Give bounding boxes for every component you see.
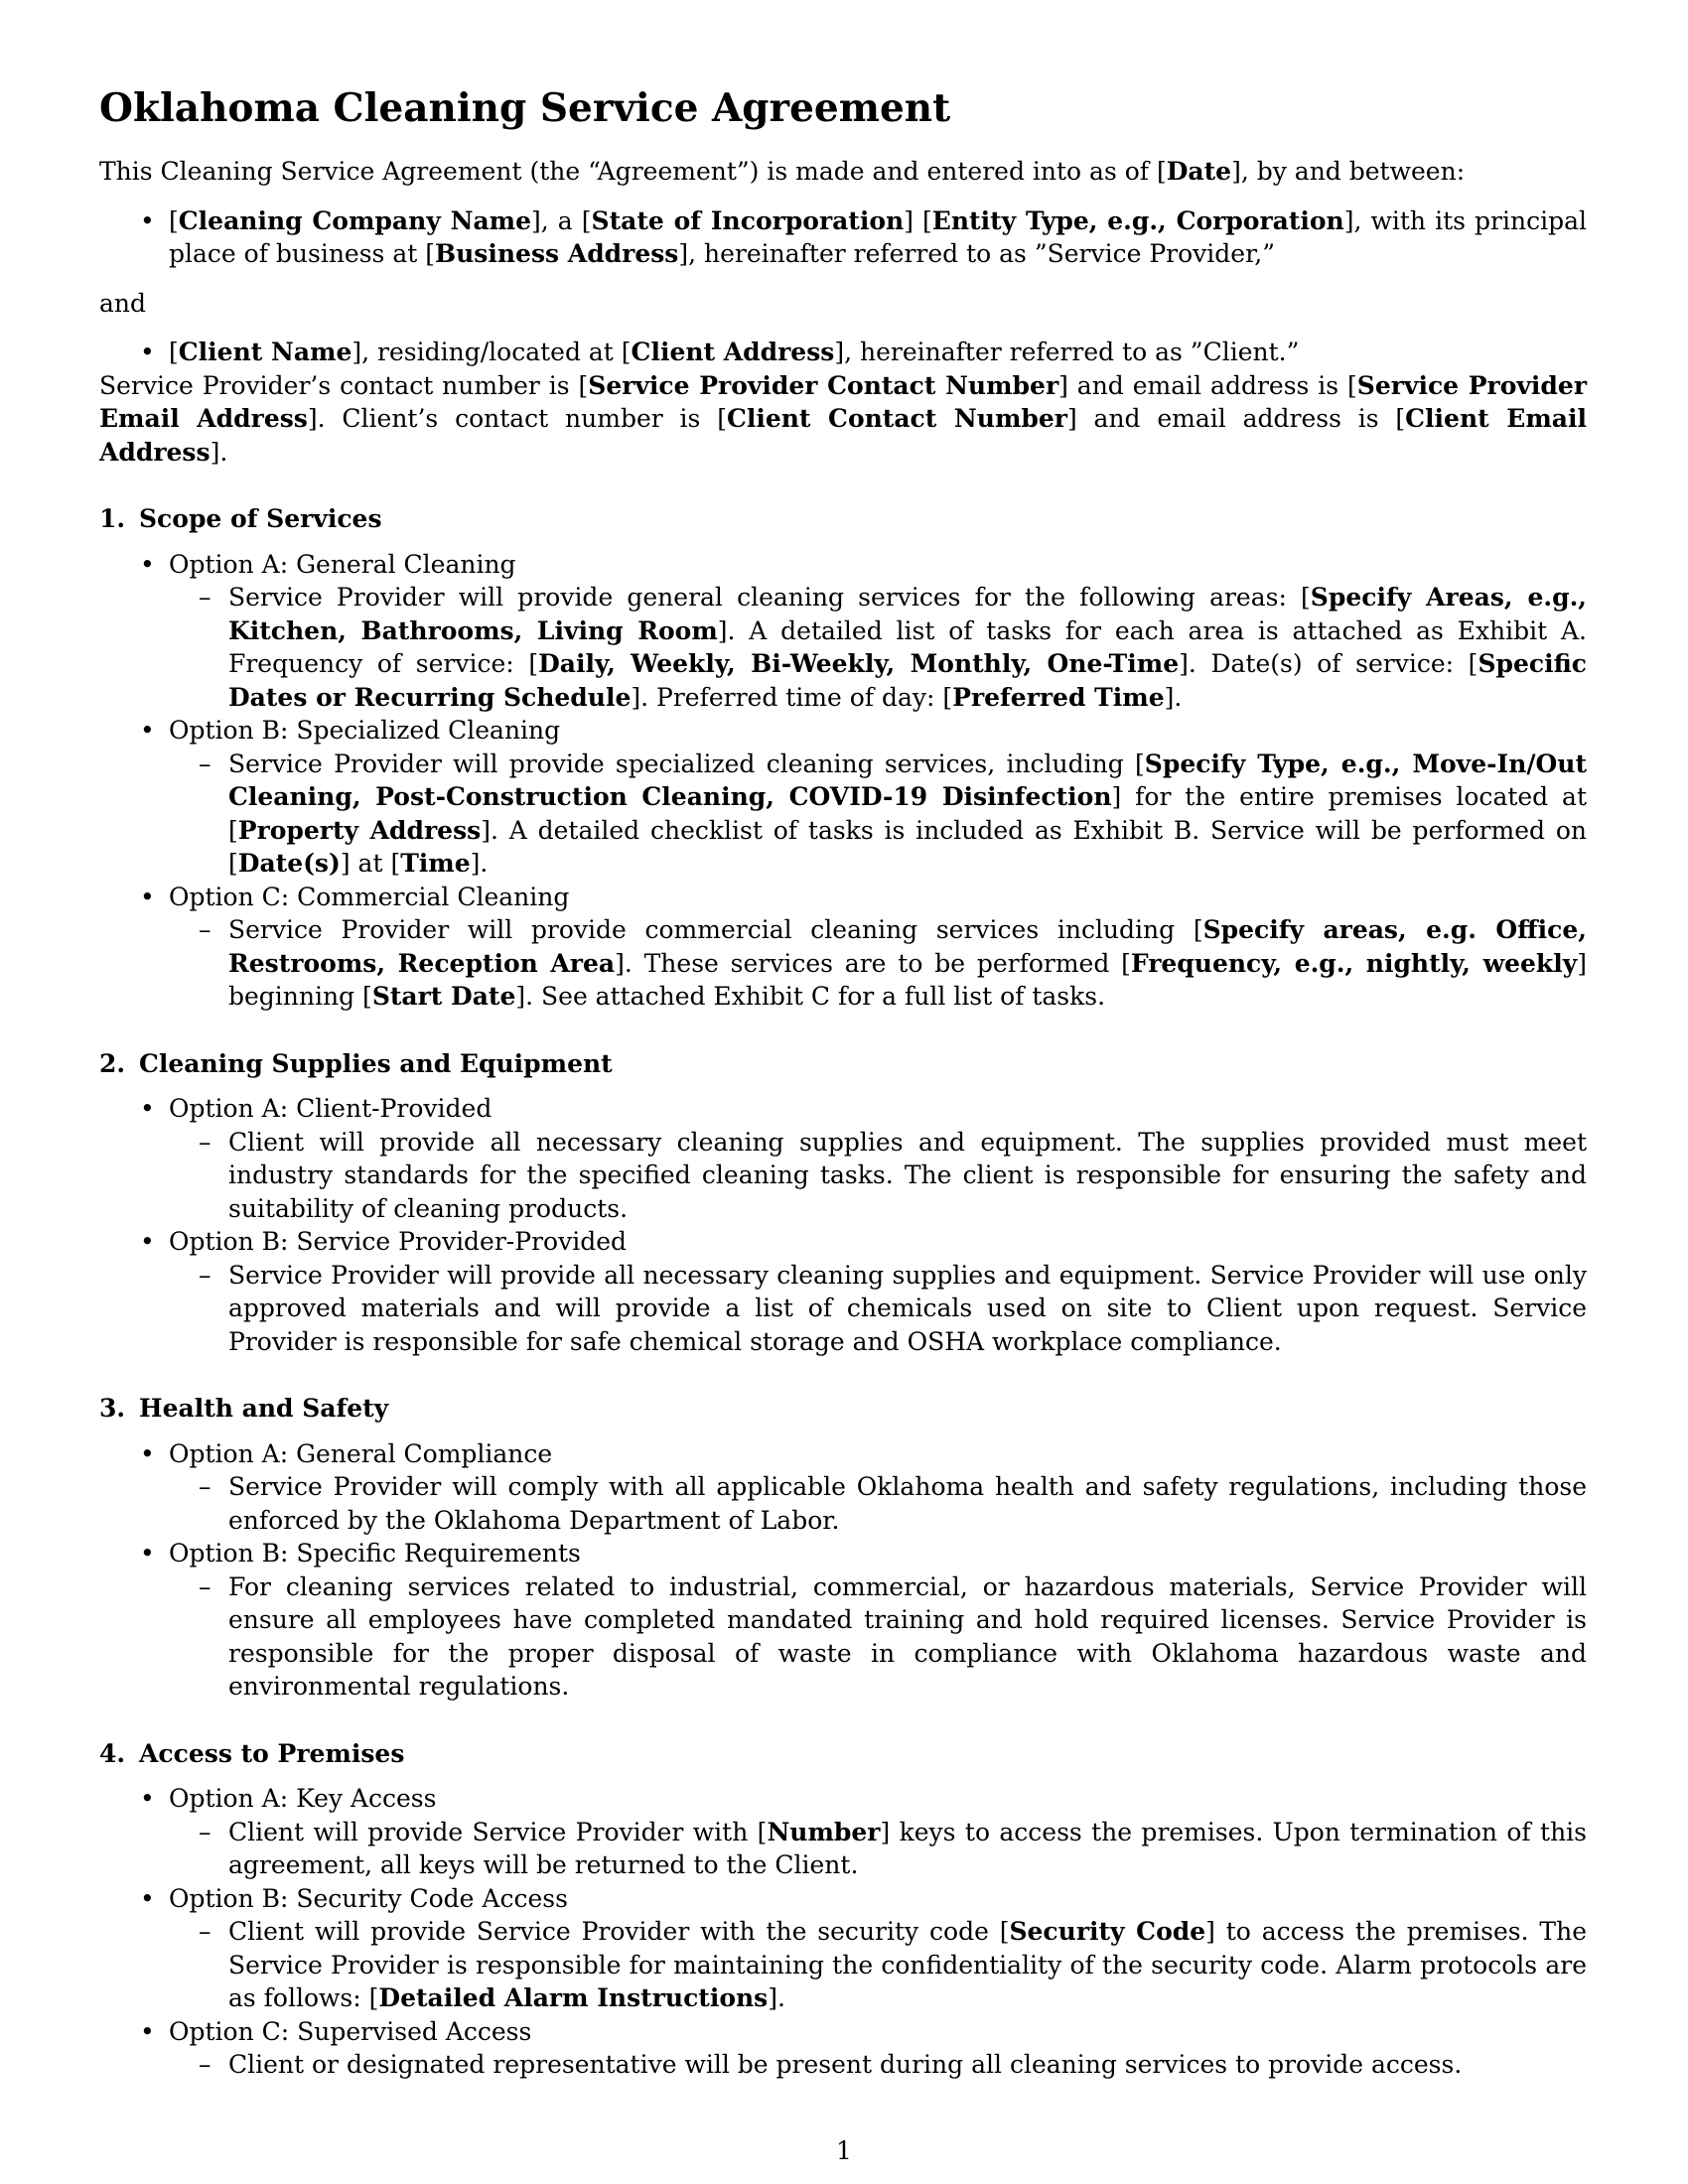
option-detail: – For cleaning services related to industrial, commercial, or hazardous materials, Service Provider will ensure all employees have completed mandated training and hold required licenses. Service Provider is responsible for the proper disposal of waste in compliance with Oklahoma hazardous waste and environmental regulations. <box>169 1570 1587 1704</box>
placeholder-commercial-frequency: Frequency, e.g., nightly, weekly <box>1130 948 1578 978</box>
contact-text: Service Provider’s contact number is [ <box>99 370 589 400</box>
section-title: Cleaning Supplies and Equipment <box>139 1048 613 1078</box>
option-detail-list <box>169 913 1587 1014</box>
placeholder-client-name: Client Name <box>178 338 352 366</box>
clause-text: ] to access the premises. The Service Provider is responsible for maintaining the confidentiality of the security code. Alarm protocols are as follows: [ <box>228 1917 1587 2012</box>
option-label: Option A: General Cleaning <box>169 549 516 579</box>
option-detail <box>169 581 1587 714</box>
placeholder-property-address: Property Address <box>237 815 482 845</box>
section-health-and-safety <box>99 1392 1587 1704</box>
placeholder-areas: Specify Areas, e.g., Kitchen, Bathrooms, Living Room <box>228 583 1587 645</box>
document-title: Oklahoma Cleaning Service Agreement <box>99 85 951 131</box>
contact-text: ] and email address is [ <box>1058 370 1357 400</box>
page-number: 1 <box>836 2136 852 2165</box>
clause-text: ]. <box>768 1983 785 2012</box>
section-number: 3. <box>99 1394 126 1423</box>
section-title: Scope of Services <box>139 504 382 533</box>
clause-text: ]. <box>470 849 489 878</box>
clause-text: ]. Preferred time of day: [ <box>631 682 953 712</box>
section-number: 1. <box>99 504 126 533</box>
section-heading <box>99 502 1587 536</box>
option-label: Option A: General Compliance <box>169 1438 553 1468</box>
placeholder-key-number: Number <box>767 1817 881 1846</box>
placeholder-cleaning-type: Specify Type, e.g., Move-In/Out Cleaning, Post-Construction Cleaning, COVID-19 Disinfection <box>228 749 1587 811</box>
section-title: Access to Premises <box>139 1738 405 1768</box>
clause-text: Service Provider will provide commercial cleaning services including [ <box>228 915 1203 944</box>
placeholder-client-address: Client Address <box>631 338 835 366</box>
option-item <box>99 714 1587 881</box>
clause-text: ]. <box>1164 682 1183 712</box>
section-heading <box>99 1737 1587 1771</box>
clause-text: ]. A detailed list of tasks for each area is attached as Exhibit A. Frequency of service: [ <box>228 615 1587 678</box>
bracket-text: [ <box>169 338 179 366</box>
party-text: ], residing/located at [ <box>352 338 632 366</box>
option-detail <box>169 748 1587 881</box>
option-item <box>99 548 1587 715</box>
option-detail: – Client or designated representative will be present during all cleaning services to provide access. <box>169 2048 1587 2082</box>
intro-text: ], by and between: <box>1231 157 1466 186</box>
clause-text: ] for the entire premises located at [ <box>228 782 1588 845</box>
placeholder-client-number: Client Contact Number <box>726 404 1067 433</box>
placeholder-client-email: Client Email Address <box>99 404 1587 467</box>
party-text: ], hereinafter referred to as ”Client.” <box>834 338 1300 366</box>
bracket-text: [ <box>169 205 179 235</box>
party-text: ], hereinafter referred to as ”Service Provider,” <box>678 239 1276 268</box>
option-detail-list <box>169 581 1587 714</box>
placeholder-dates: Specific Dates or Recurring Schedule <box>228 649 1587 712</box>
placeholder-time: Time <box>400 849 471 878</box>
option-detail: – Service Provider will provide all necessary cleaning supplies and equipment. Service Provider will use only approved materials and will provide a list of chemicals used on site to Client upon request. Service Provider is responsible for safe chemical storage and OSHA workplace compliance. <box>169 1259 1587 1359</box>
section-cleaning-supplies <box>99 1047 1587 1359</box>
option-label: Option C: Supervised Access <box>169 2016 532 2046</box>
placeholder-entity-type: Entity Type, e.g., Corporation <box>931 205 1344 235</box>
document-page <box>99 83 1587 2082</box>
clause-text: Client will provide Service Provider with [ <box>228 1817 768 1846</box>
option-item <box>99 1437 1587 1538</box>
option-list <box>99 1437 1587 1704</box>
section-number: 4. <box>99 1738 126 1768</box>
contact-text: ] and email address is [ <box>1066 404 1406 433</box>
clause-text: ] at [ <box>340 849 401 878</box>
party-text: ], with its principal place of business at [ <box>169 205 1587 268</box>
clause-text: Service Provider will provide specialized cleaning services, including [ <box>228 749 1145 778</box>
party-provider-item <box>99 205 1587 271</box>
section-number: 2. <box>99 1048 126 1078</box>
option-list <box>99 548 1587 1014</box>
option-detail-list <box>169 1470 1587 1537</box>
contact-text: ]. <box>210 437 228 467</box>
clause-text: ]. See attached Exhibit C for a full list of tasks. <box>515 982 1106 1011</box>
option-item <box>99 2015 1587 2082</box>
placeholder-alarm-instructions: Detailed Alarm Instructions <box>378 1983 769 2012</box>
clause-text: ] keys to access the premises. Upon termination of this agreement, all keys will be returned to the Client. <box>228 1817 1588 1879</box>
option-detail-list <box>169 1570 1587 1704</box>
option-label: Option A: Client-Provided <box>169 1094 492 1123</box>
clause-text: ]. A detailed checklist of tasks is included as Exhibit B. Service will be performed on [ <box>228 815 1587 878</box>
option-detail-list <box>169 2048 1587 2082</box>
option-detail-list <box>169 1915 1587 2015</box>
option-label: Option A: Key Access <box>169 1784 437 1813</box>
clause-text: ]. Date(s) of service: [ <box>1179 649 1478 678</box>
placeholder-date: Date <box>1166 157 1232 186</box>
intro-text: This Cleaning Service Agreement (the “Agreement”) is made and entered into as of [ <box>99 157 1167 186</box>
section-title: Health and Safety <box>139 1394 389 1423</box>
option-detail-list <box>169 1816 1587 1882</box>
section-heading <box>99 1047 1587 1081</box>
placeholder-security-code: Security Code <box>1009 1917 1206 1946</box>
party-list-client <box>99 336 1587 369</box>
section-scope-of-services <box>99 502 1587 1014</box>
option-detail: – Service Provider will comply with all applicable Oklahoma health and safety regulations, including those enforced by the Oklahoma Department of Labor. <box>169 1470 1587 1537</box>
option-item <box>99 1782 1587 1882</box>
placeholder-sp-number: Service Provider Contact Number <box>588 370 1059 400</box>
contact-text: ]. Client’s contact number is [ <box>307 404 727 433</box>
party-text: ], a [ <box>531 205 592 235</box>
placeholder-service-dates: Date(s) <box>237 849 341 878</box>
option-detail-list <box>169 1259 1587 1359</box>
option-detail: – Client will provide all necessary cleaning supplies and equipment. The supplies provided must meet industry standards for the specified cleaning tasks. The client is responsible for ensuring the safety and suitability of cleaning products. <box>169 1126 1587 1226</box>
option-item <box>99 1225 1587 1358</box>
option-item <box>99 1092 1587 1225</box>
option-label: Option B: Specific Requirements <box>169 1539 581 1568</box>
placeholder-sp-email: Service Provider Email Address <box>99 370 1587 433</box>
option-item <box>99 1882 1587 2015</box>
intro-paragraph <box>99 155 1587 189</box>
option-item <box>99 1537 1587 1704</box>
clause-text: Service Provider will provide general cleaning services for the following areas: [ <box>228 583 1311 612</box>
option-list <box>99 1092 1587 1358</box>
placeholder-state: State of Incorporation <box>591 205 905 235</box>
party-list-provider <box>99 205 1587 271</box>
party-text: ] [ <box>904 205 932 235</box>
placeholder-preferred-time: Preferred Time <box>952 682 1165 712</box>
party-client-item <box>99 336 1587 369</box>
option-item <box>99 881 1587 1014</box>
section-heading <box>99 1392 1587 1426</box>
option-label: Option C: Commercial Cleaning <box>169 882 570 911</box>
and-connector: and <box>99 288 147 318</box>
section-access-to-premises <box>99 1737 1587 2082</box>
placeholder-frequency: Daily, Weekly, Bi-Weekly, Monthly, One-Time <box>538 649 1180 678</box>
option-detail <box>169 1915 1587 2015</box>
clause-text: Client will provide Service Provider with the security code [ <box>228 1917 1010 1946</box>
option-label: Option B: Service Provider-Provided <box>169 1227 627 1256</box>
placeholder-commercial-areas: Specify areas, e.g. Office, Restrooms, Reception Area <box>228 915 1587 978</box>
placeholder-company-name: Cleaning Company Name <box>178 205 532 235</box>
option-detail-list <box>169 1126 1587 1226</box>
clause-text: ] beginning [ <box>228 948 1588 1011</box>
clause-text: ]. These services are to be performed [ <box>615 948 1131 978</box>
option-list <box>99 1782 1587 2082</box>
placeholder-business-address: Business Address <box>434 239 679 268</box>
placeholder-start-date: Start Date <box>371 982 516 1011</box>
option-detail <box>169 913 1587 1014</box>
option-detail-list <box>169 748 1587 881</box>
contact-paragraph <box>99 369 1587 470</box>
option-label: Option B: Security Code Access <box>169 1883 568 1913</box>
option-detail <box>169 1816 1587 1882</box>
option-label: Option B: Specialized Cleaning <box>169 716 561 745</box>
